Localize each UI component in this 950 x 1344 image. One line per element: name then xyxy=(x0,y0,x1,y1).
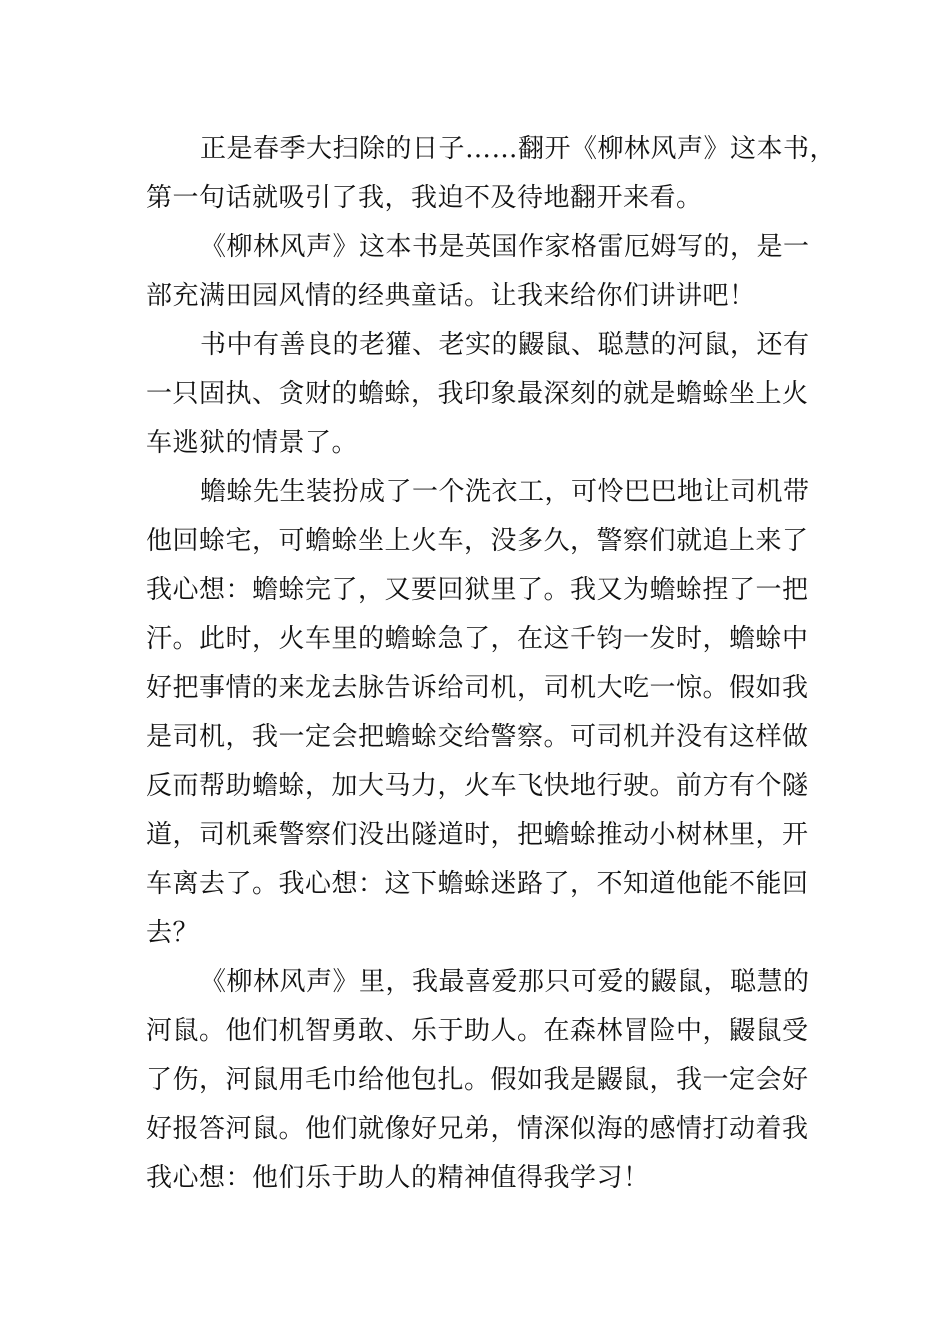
paragraph-4-line-4: 汗。此时，火车里的蟾蜍急了，在这千钧一发时，蟾蜍中 xyxy=(146,624,809,654)
paragraph-5-line-2: 河鼠。他们机智勇敢、乐于助人。在森林冒险中，鼹鼠受 xyxy=(146,1016,809,1046)
paragraph-2-line-1: 《柳林风声》这本书是英国作家格雷厄姆写的，是一 xyxy=(200,232,810,262)
paragraph-3-line-3: 车逃狱的情景了。 xyxy=(146,428,359,458)
paragraph-5-line-5: 我心想：他们乐于助人的精神值得我学习！ xyxy=(146,1163,650,1193)
essay-body xyxy=(146,125,837,1203)
paragraph-4-line-1: 蟾蜍先生装扮成了一个洗衣工，可怜巴巴地让司机带 xyxy=(200,477,810,507)
paragraph-3-line-1: 书中有善良的老獾、老实的鼹鼠、聪慧的河鼠，还有 xyxy=(200,330,810,360)
paragraph-4-line-9: 车离去了。我心想：这下蟾蜍迷路了，不知道他能不能回 xyxy=(146,869,809,899)
paragraph-4-line-2: 他回蜍宅，可蟾蜍坐上火车，没多久，警察们就追上来了 xyxy=(146,526,809,556)
paragraph-1-line-1: 正是春季大扫除的日子……翻开《柳林风声》这本书， xyxy=(200,134,837,164)
paragraph-5-line-1: 《柳林风声》里，我最喜爱那只可爱的鼹鼠，聪慧的 xyxy=(200,967,810,997)
paragraph-4-line-8: 道，司机乘警察们没出隧道时，把蟾蜍推动小树林里，开 xyxy=(146,820,809,850)
paragraph-4-line-7: 反而帮助蟾蜍，加大马力，火车飞快地行驶。前方有个隧 xyxy=(146,771,809,801)
paragraph-4-line-10: 去？ xyxy=(146,918,200,948)
paragraph-4-line-3: 我心想：蟾蜍完了，又要回狱里了。我又为蟾蜍捏了一把 xyxy=(146,575,809,605)
paragraph-3-line-2: 一只固执、贪财的蟾蜍，我印象最深刻的就是蟾蜍坐上火 xyxy=(146,379,809,409)
paragraph-4-line-5: 好把事情的来龙去脉告诉给司机，司机大吃一惊。假如我 xyxy=(146,673,809,703)
paragraph-2-line-2: 部充满田园风情的经典童话。让我来给你们讲讲吧！ xyxy=(146,281,756,311)
paragraph-5-line-3: 了伤，河鼠用毛巾给他包扎。假如我是鼹鼠，我一定会好 xyxy=(146,1065,809,1095)
paragraph-1-line-2: 第一句话就吸引了我，我迫不及待地翻开来看。 xyxy=(146,183,703,213)
paragraph-4-line-6: 是司机，我一定会把蟾蜍交给警察。可司机并没有这样做 xyxy=(146,722,809,752)
paragraph-5-line-4: 好报答河鼠。他们就像好兄弟，情深似海的感情打动着我 xyxy=(146,1114,809,1144)
